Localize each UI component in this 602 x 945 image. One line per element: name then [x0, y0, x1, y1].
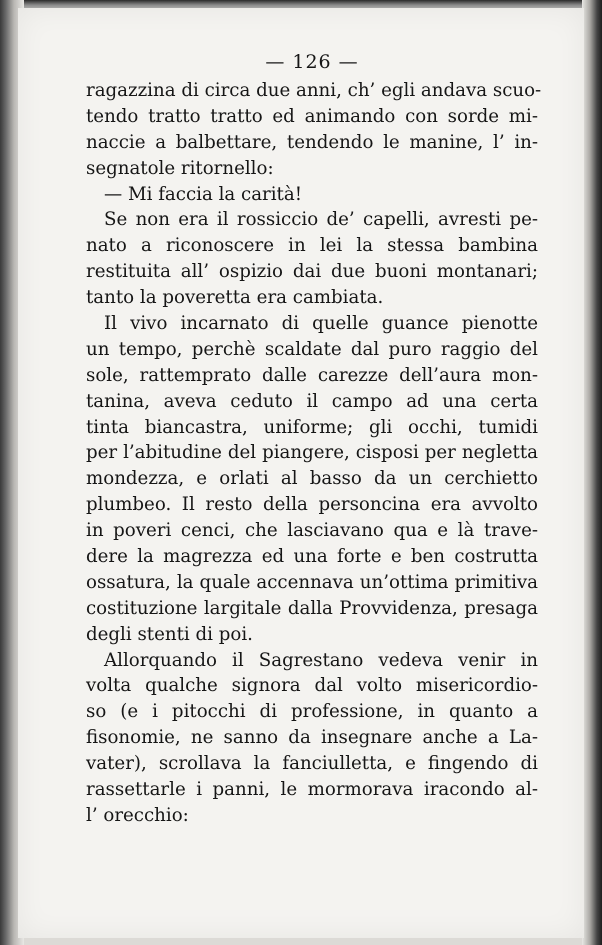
book-page — [18, 8, 584, 938]
text-line: so (e i pitocchi di professione, in quanto a — [86, 701, 538, 723]
text-line: Allorquando il Sagrestano vedeva venir in — [104, 649, 538, 671]
text-line: ragazzina di circa due anni, ch’ egli andava scuo- — [86, 80, 542, 101]
text-line: sole, rattemprato dalle carezze dell’aura mon- — [86, 364, 538, 386]
paragraph-4 — [86, 648, 538, 829]
scan-right-edge — [582, 0, 602, 945]
paragraph-2 — [86, 207, 538, 311]
text-line: ossatura, la quale accennava un’ottima primitiva — [86, 571, 538, 593]
text-line: naccie a balbettare, tendendo le manine, l’ in- — [86, 131, 538, 153]
text-line: vater), scrollava la fanciulletta, e fingendo di — [86, 753, 538, 775]
text-line: Se non era il rossiccio de’ capelli, avresti pe- — [104, 209, 538, 231]
text-line: tendo tratto tratto ed animando con sorde mi- — [86, 105, 538, 127]
text-line: tanina, aveva ceduto il campo ad una certa — [86, 390, 538, 412]
text-line: tanto la poveretta era cambiata. — [86, 287, 384, 309]
text-line: un tempo, perchè scaldate dal puro raggio del — [86, 338, 538, 360]
text-line: costituzione largitale dalla Provvidenza, presaga — [86, 597, 538, 619]
page-number: — 126 — — [265, 51, 359, 73]
text-line: volta qualche signora dal volto misericordio- — [86, 675, 538, 697]
text-line: Il vivo incarnato di quelle guance pienotte — [104, 313, 538, 335]
text-line: rassettarle i panni, le mormorava iracondo al- — [86, 779, 538, 801]
text-line: tinta biancastra, uniforme; gli occhi, tumidi — [86, 416, 538, 438]
text-line: fisonomie, ne sanno da insegnare anche a La- — [86, 727, 538, 749]
text-line: dere la magrezza ed una forte e ben costrutta — [86, 546, 538, 568]
text-line: in poveri cenci, che lasciavano qua e là trave- — [86, 520, 538, 542]
text-line: segnatole ritornello: — [86, 157, 274, 179]
text-line: restituita all’ ospizio dai due buoni montanari; — [86, 261, 538, 283]
text-line: plumbeo. Il resto della personcina era avvolto — [86, 494, 538, 516]
text-line: degli stenti di poi. — [86, 623, 253, 645]
paragraph-3 — [86, 311, 538, 648]
dialogue-line — [86, 182, 538, 208]
text-line: — Mi faccia la carità! — [104, 183, 303, 205]
text-line: per l’abitudine del piangere, cisposi per negletta — [86, 442, 538, 464]
text-block — [86, 48, 542, 829]
text-line: nato a riconoscere in lei la stessa bambina — [86, 235, 538, 257]
paragraph-1 — [86, 78, 542, 182]
text-line: l’ orecchio: — [86, 804, 189, 826]
text-line: mondezza, e orlati al basso da un cerchietto — [86, 468, 538, 490]
